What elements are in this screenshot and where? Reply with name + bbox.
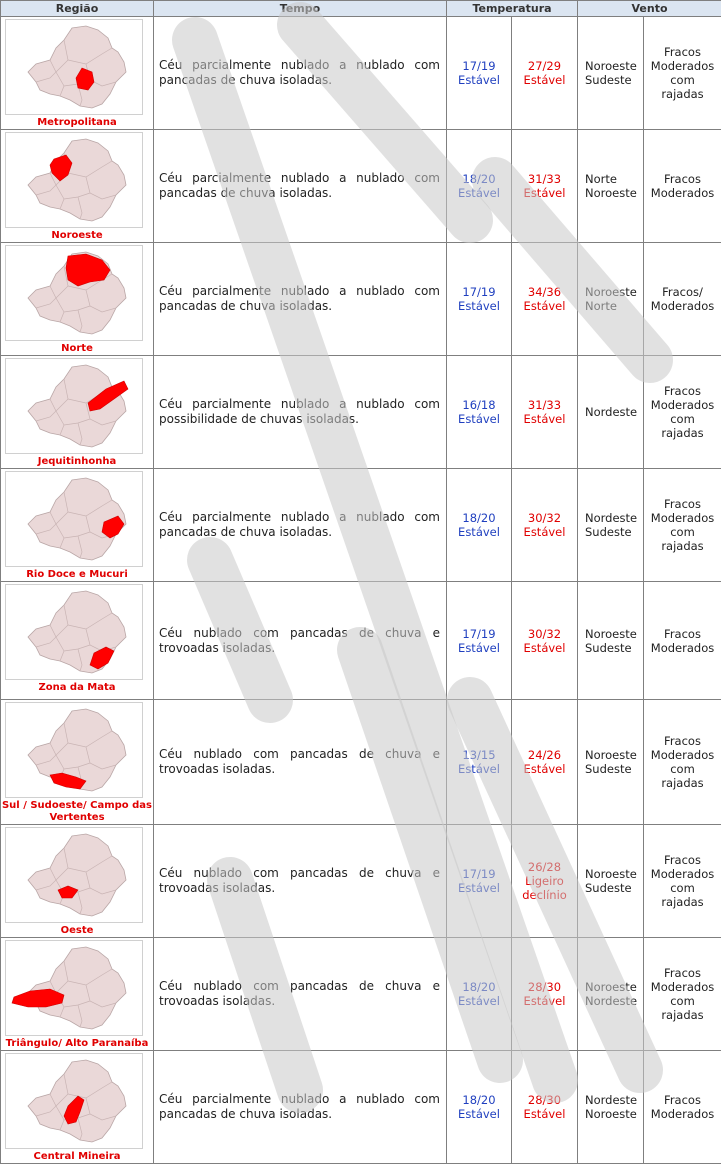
header-temperatura: Temperatura [447,1,578,17]
wind-intensity-line: Moderados [645,186,720,200]
state-outline [28,139,126,221]
tempo-cell: Céu nublado com pancadas de chuva e trovoadas isoladas. [154,582,447,700]
wind-direction-cell [578,356,644,469]
wind-intensity-line: Moderados [645,1107,720,1121]
temp-max-line: Estável [513,73,576,87]
minas-gerais-map-icon [6,246,142,340]
temp-min-cell [447,825,512,938]
minas-gerais-map-icon [6,703,142,797]
temp-max-line: 28/30 [513,1093,576,1107]
wind-direction-line: Noroeste [585,1107,642,1121]
tempo-cell: Céu parcialmente nublado a nublado com pancadas de chuva isoladas. [154,243,447,356]
temp-max-line: Estável [513,525,576,539]
temp-min-line: 17/19 [448,59,510,73]
temp-min-line: Estável [448,412,510,426]
temp-max-line: declínio [513,888,576,902]
wind-intensity-line: Fracos [645,45,720,59]
minas-gerais-map-icon [6,585,142,679]
region-name: Triângulo/ Alto Paranaíba [1,1038,153,1050]
region-map [5,471,143,567]
wind-intensity-line: Fracos [645,1093,720,1107]
temp-min-cell [447,130,512,243]
temp-min-line: Estável [448,299,510,313]
region-name: Jequitinhonha [1,456,153,468]
wind-intensity-line: Fracos [645,734,720,748]
region-cell [1,938,154,1051]
temp-min-cell [447,469,512,582]
wind-intensity-line: Fracos [645,853,720,867]
wind-intensity-line: rajadas [645,87,720,101]
wind-direction-line: Noroeste [585,627,642,641]
region-name: Central Mineira [1,1151,153,1163]
temp-max-line: Estável [513,641,576,655]
temp-max-line: 28/30 [513,980,576,994]
state-outline [28,591,126,673]
tempo-cell: Céu nublado com pancadas de chuva e trovoadas isoladas. [154,825,447,938]
wind-direction-line: Sudeste [585,525,642,539]
header-row [1,1,721,17]
state-outline [28,365,126,447]
wind-intensity-line: Fracos [645,384,720,398]
region-name: Rio Doce e Mucuri [1,569,153,581]
temp-max-line: 34/36 [513,285,576,299]
wind-direction-line: Norte [585,299,642,313]
wind-intensity-line: Fracos/ [645,285,720,299]
temp-min-line: Estável [448,762,510,776]
wind-intensity-line: Fracos [645,627,720,641]
region-map [5,19,143,115]
region-name: Noroeste [1,230,153,242]
wind-intensity-line: com [645,412,720,426]
temp-min-line: 18/20 [448,511,510,525]
temp-max-line: 31/33 [513,398,576,412]
region-cell [1,582,154,700]
region-cell [1,469,154,582]
temp-min-line: 16/18 [448,398,510,412]
wind-intensity-line: Moderados [645,398,720,412]
header-tempo: Tempo [154,1,447,17]
wind-intensity-line: Moderados [645,641,720,655]
temp-max-cell [512,582,578,700]
temp-min-line: Estável [448,525,510,539]
header-vento: Vento [578,1,721,17]
temp-max-line: Estável [513,762,576,776]
wind-direction-line: Noroeste [585,285,642,299]
temp-min-line: 17/19 [448,627,510,641]
region-cell [1,130,154,243]
wind-intensity-line: rajadas [645,539,720,553]
region-cell [1,243,154,356]
temp-max-cell [512,243,578,356]
region-cell [1,1051,154,1164]
minas-gerais-map-icon [6,1054,142,1148]
temp-max-line: Estável [513,412,576,426]
wind-direction-line: Sudeste [585,881,642,895]
wind-intensity-cell [644,582,721,700]
temp-max-cell [512,17,578,130]
temp-min-line: 18/20 [448,980,510,994]
wind-direction-cell [578,1051,644,1164]
temp-max-line: Ligeiro [513,874,576,888]
temp-max-cell [512,469,578,582]
temp-max-line: Estável [513,186,576,200]
temp-min-line: Estável [448,1107,510,1121]
region-cell [1,825,154,938]
temp-min-line: Estável [448,994,510,1008]
region-map [5,940,143,1036]
region-map [5,1053,143,1149]
wind-intensity-cell [644,356,721,469]
wind-direction-cell [578,243,644,356]
wind-intensity-cell [644,1051,721,1164]
wind-direction-cell [578,582,644,700]
minas-gerais-map-icon [6,20,142,114]
wind-intensity-cell [644,469,721,582]
state-outline [28,947,126,1029]
region-name: Metropolitana [1,117,153,129]
wind-intensity-line: rajadas [645,895,720,909]
region-cell [1,356,154,469]
region-cell [1,17,154,130]
wind-direction-line: Sudeste [585,641,642,655]
temp-min-line: 18/20 [448,1093,510,1107]
temp-min-cell [447,356,512,469]
temp-min-line: Estável [448,73,510,87]
wind-intensity-line: Moderados [645,980,720,994]
minas-gerais-map-icon [6,133,142,227]
region-map [5,358,143,454]
wind-direction-line: Noroeste [585,186,642,200]
wind-direction-cell [578,938,644,1051]
temp-min-cell [447,17,512,130]
forecast-row [1,17,721,130]
temp-max-line: 27/29 [513,59,576,73]
wind-intensity-cell [644,243,721,356]
wind-intensity-line: com [645,525,720,539]
tempo-cell: Céu nublado com pancadas de chuva e trovoadas isoladas. [154,700,447,825]
temp-min-cell [447,938,512,1051]
tempo-cell: Céu parcialmente nublado a nublado com pancadas de chuva isoladas. [154,130,447,243]
wind-direction-line: Noroeste [585,748,642,762]
wind-direction-line: Norte [585,172,642,186]
temp-max-line: 31/33 [513,172,576,186]
wind-intensity-line: Moderados [645,299,720,313]
temp-max-line: Estável [513,1107,576,1121]
temp-min-cell [447,243,512,356]
forecast-row [1,469,721,582]
highlighted-region [12,989,64,1007]
wind-intensity-line: rajadas [645,776,720,790]
wind-intensity-line: com [645,762,720,776]
minas-gerais-map-icon [6,941,142,1035]
temp-max-cell [512,1051,578,1164]
temp-min-line: Estável [448,881,510,895]
region-map [5,132,143,228]
wind-intensity-line: com [645,73,720,87]
temp-min-line: Estável [448,186,510,200]
wind-intensity-line: rajadas [645,1008,720,1022]
wind-direction-cell [578,130,644,243]
wind-intensity-cell [644,938,721,1051]
wind-intensity-line: Moderados [645,748,720,762]
temp-max-line: 26/28 [513,860,576,874]
region-map [5,702,143,798]
forecast-row [1,938,721,1051]
wind-direction-line: Nordeste [585,511,642,525]
forecast-row [1,243,721,356]
minas-gerais-map-icon [6,828,142,922]
wind-intensity-line: com [645,994,720,1008]
temp-min-line: Estável [448,641,510,655]
forecast-row [1,582,721,700]
wind-direction-cell [578,17,644,130]
forecast-row [1,825,721,938]
wind-intensity-line: Fracos [645,172,720,186]
tempo-cell: Céu parcialmente nublado a nublado com possibilidade de chuvas isoladas. [154,356,447,469]
wind-intensity-cell [644,700,721,825]
temp-max-cell [512,700,578,825]
temp-max-line: Estável [513,994,576,1008]
forecast-row [1,130,721,243]
header-regiao: Região [1,1,154,17]
wind-intensity-line: Moderados [645,511,720,525]
wind-direction-line: Noroeste [585,980,642,994]
wind-intensity-line: Fracos [645,966,720,980]
tempo-cell: Céu parcialmente nublado a nublado com pancadas de chuva isoladas. [154,469,447,582]
wind-direction-line: Noroeste [585,867,642,881]
wind-direction-line: Nordeste [585,1093,642,1107]
temp-min-line: 18/20 [448,172,510,186]
temp-max-line: Estável [513,299,576,313]
forecast-row [1,700,721,825]
wind-intensity-cell [644,17,721,130]
forecast-row [1,1051,721,1164]
region-name: Zona da Mata [1,682,153,694]
wind-direction-line: Sudeste [585,762,642,776]
tempo-cell: Céu nublado com pancadas de chuva e trovoadas isoladas. [154,938,447,1051]
wind-intensity-line: Moderados [645,59,720,73]
temp-max-cell [512,825,578,938]
region-map [5,827,143,923]
state-outline [28,834,126,916]
minas-gerais-map-icon [6,359,142,453]
temp-max-cell [512,130,578,243]
wind-intensity-cell [644,825,721,938]
forecast-row [1,356,721,469]
temp-min-line: 17/19 [448,285,510,299]
wind-direction-cell [578,825,644,938]
region-name: Sul / Sudoeste/ Campo das Vertentes [1,800,153,824]
wind-intensity-line: Moderados [645,867,720,881]
temp-max-cell [512,938,578,1051]
region-map [5,584,143,680]
wind-intensity-cell [644,130,721,243]
temp-min-cell [447,1051,512,1164]
wind-direction-line: Nordeste [585,405,642,419]
wind-direction-cell [578,469,644,582]
wind-intensity-line: rajadas [645,426,720,440]
wind-direction-cell [578,700,644,825]
wind-intensity-line: com [645,881,720,895]
region-map [5,245,143,341]
wind-direction-line: Nordeste [585,994,642,1008]
minas-gerais-map-icon [6,472,142,566]
tempo-cell: Céu parcialmente nublado a nublado com pancadas de chuva isoladas. [154,17,447,130]
temp-min-cell [447,700,512,825]
wind-direction-line: Sudeste [585,73,642,87]
temp-min-line: 17/19 [448,867,510,881]
temp-min-line: 13/15 [448,748,510,762]
state-outline [28,26,126,108]
temp-max-line: 24/26 [513,748,576,762]
temp-max-line: 30/32 [513,627,576,641]
region-name: Oeste [1,925,153,937]
tempo-cell: Céu parcialmente nublado a nublado com pancadas de chuva isoladas. [154,1051,447,1164]
temp-min-cell [447,582,512,700]
temp-max-line: 30/32 [513,511,576,525]
temp-max-cell [512,356,578,469]
wind-intensity-line: Fracos [645,497,720,511]
region-name: Norte [1,343,153,355]
region-cell [1,700,154,825]
wind-direction-line: Noroeste [585,59,642,73]
